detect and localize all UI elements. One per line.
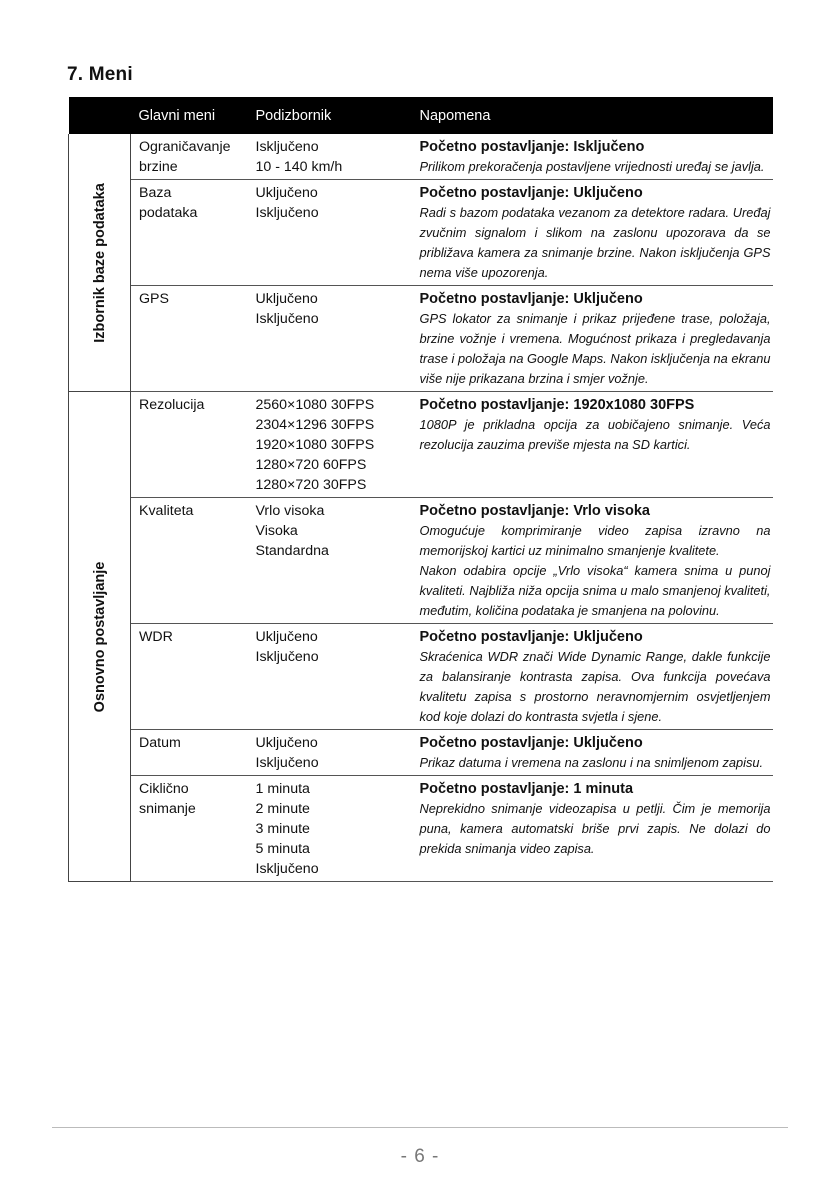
footer-divider [52, 1127, 788, 1128]
note-cell [412, 498, 773, 624]
submenu-option: Isključeno [255, 311, 319, 327]
main-menu-line: Ograničavanje [139, 139, 231, 155]
note-cell [412, 730, 773, 776]
submenu-cell [248, 134, 412, 180]
note-text: GPS lokator za snimanje i prikaz prijeđene trase, položaja, brzine vožnje i vremena. Mogućnost prikaza i pregledavanja trase i položaja na Google Maps. Nakon isključenja na ekranu više nije prikazana brzina i smjer vožnje. [419, 311, 771, 386]
main-menu-line: GPS [139, 291, 169, 307]
submenu-option: 2 minute [255, 801, 310, 817]
submenu-option: Isključeno [255, 861, 319, 877]
main-menu-line: brzine [139, 159, 178, 175]
main-menu-cell [131, 286, 248, 392]
note-cell [412, 392, 773, 498]
submenu-cell [248, 392, 412, 498]
table-row [69, 624, 773, 730]
note-text: Omogućuje komprimiranje video zapisa izravno na memorijskoj kartici uz minimalno smanjenje kvalitete. [419, 523, 771, 558]
main-menu-line: Ciklično [139, 781, 189, 797]
header-main-menu: Glavni meni [138, 107, 216, 124]
category-cell [69, 392, 131, 882]
table-row [69, 776, 773, 882]
note-cell [412, 776, 773, 882]
submenu-cell [248, 180, 412, 286]
submenu-cell [248, 624, 412, 730]
main-menu-line: Rezolucija [139, 397, 205, 413]
main-menu-line: podataka [139, 205, 198, 221]
submenu-option: 2304×1296 30FPS [255, 417, 375, 433]
menu-table [68, 97, 773, 882]
main-menu-line: Kvaliteta [139, 503, 194, 519]
submenu-option: Standardna [255, 543, 329, 559]
submenu-option: Isključeno [255, 205, 319, 221]
submenu-option: 2560×1080 30FPS [255, 397, 375, 413]
submenu-option: Isključeno [255, 649, 319, 665]
header-note: Napomena [419, 107, 491, 124]
note-title: Početno postavljanje: Isključeno [419, 139, 645, 155]
table-row [69, 498, 773, 624]
note-text: Prikaz datuma i vremena na zaslonu i na snimljenom zapisu. [419, 755, 764, 770]
note-title: Početno postavljanje: Uključeno [419, 735, 643, 751]
header-submenu: Podizbornik [255, 107, 332, 124]
main-menu-line: Datum [139, 735, 181, 751]
note-text: Prilikom prekoračenja postavljene vrijednosti uređaj se javlja. [419, 159, 765, 174]
note-title: Početno postavljanje: 1 minuta [419, 781, 634, 797]
header-category [69, 97, 131, 134]
table-row [69, 180, 773, 286]
table-row [69, 134, 773, 180]
table-row [69, 286, 773, 392]
note-cell [412, 180, 773, 286]
submenu-option: Uključeno [255, 629, 318, 645]
note-text: Neprekidno snimanje videozapisa u petlji. Čim je memorija puna, kamera automatski briše prvi zapis. Ne dolazi do prekida snimanja video zapisa. [419, 801, 771, 856]
main-menu-line: Baza [139, 185, 172, 201]
category-label: Osnovno postavljanje [91, 561, 108, 712]
page-number: - 6 - [400, 1146, 440, 1167]
submenu-option: Isključeno [255, 139, 319, 155]
submenu-option: Vrlo visoka [255, 503, 325, 519]
submenu-option: Uključeno [255, 185, 318, 201]
submenu-option: 1920×1080 30FPS [255, 437, 375, 453]
main-menu-cell [131, 730, 248, 776]
note-cell [412, 624, 773, 730]
main-menu-cell [131, 498, 248, 624]
main-menu-cell [131, 180, 248, 286]
section-title: 7. Meni [67, 64, 133, 85]
note-text: 1080P je prikladna opcija za uobičajeno snimanje. Veća rezolucija zauzima previše mjesta na SD kartici. [419, 417, 771, 452]
submenu-option: Visoka [255, 523, 298, 539]
table-row [69, 730, 773, 776]
main-menu-line: snimanje [139, 801, 196, 817]
note-title: Početno postavljanje: Uključeno [419, 629, 643, 645]
submenu-option: 1280×720 60FPS [255, 457, 367, 473]
note-text: Nakon odabira opcije „Vrlo visoka“ kamera snima u punoj kvaliteti. Najbliža niža opcija snima u malo smanjenoj kvaliteti, međutim, količina podataka je smanjena na polovinu. [419, 563, 771, 618]
note-title: Početno postavljanje: 1920x1080 30FPS [419, 397, 695, 413]
submenu-option: Isključeno [255, 755, 319, 771]
category-label: Izbornik baze podataka [91, 182, 108, 343]
note-cell [412, 286, 773, 392]
submenu-cell [248, 498, 412, 624]
note-text: Skraćenica WDR znači Wide Dynamic Range, dakle funkcije za balansiranje kontrasta zapisa. Ova funkcija povećava kvalitetu zapisa s prostorno neravnomjernim osvjetljenjem kod koje dolazi do kontrasta svjetla i sjene. [419, 649, 771, 724]
note-title: Početno postavljanje: Uključeno [419, 291, 643, 307]
submenu-cell [248, 286, 412, 392]
note-text: Radi s bazom podataka vezanom za detektore radara. Uređaj zvučnim signalom i slikom na zaslonu upozorava da se približava kamera za snimanje brzine. Nakon isključenja GPS nema više upozorenja. [419, 205, 771, 280]
main-menu-cell [131, 392, 248, 498]
submenu-option: 1280×720 30FPS [255, 477, 367, 493]
submenu-option: Uključeno [255, 291, 318, 307]
submenu-cell [248, 730, 412, 776]
main-menu-cell [131, 134, 248, 180]
main-menu-line: WDR [139, 629, 173, 645]
main-menu-cell [131, 624, 248, 730]
submenu-option: 10 - 140 km/h [255, 159, 343, 175]
main-menu-cell [131, 776, 248, 882]
submenu-option: 1 minuta [255, 781, 310, 797]
submenu-cell [248, 776, 412, 882]
table-header-row [69, 97, 773, 134]
category-cell [69, 134, 131, 392]
submenu-option: 5 minuta [255, 841, 310, 857]
submenu-option: 3 minute [255, 821, 310, 837]
submenu-option: Uključeno [255, 735, 318, 751]
note-title: Početno postavljanje: Uključeno [419, 185, 643, 201]
table-row [69, 392, 773, 498]
note-cell [412, 134, 773, 180]
note-title: Početno postavljanje: Vrlo visoka [419, 503, 650, 519]
